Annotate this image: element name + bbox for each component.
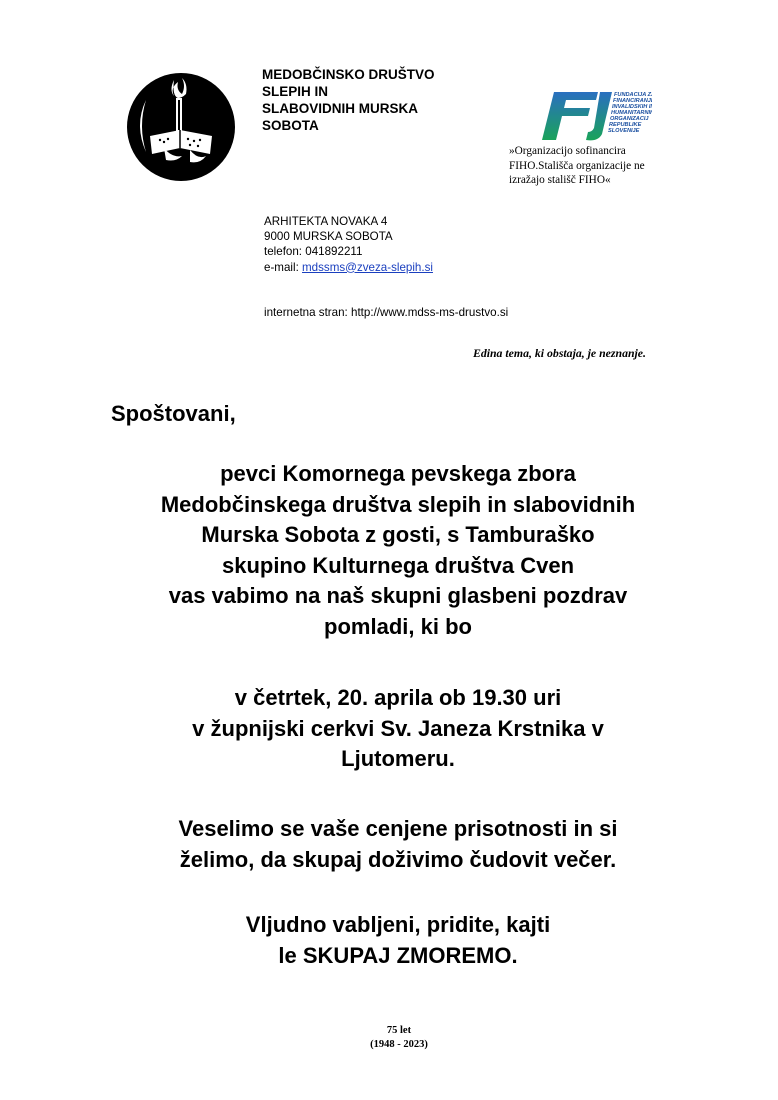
email-line bbox=[264, 260, 564, 275]
paragraph-line: Vljudno vabljeni, pridite, kajti bbox=[245, 912, 551, 937]
org-name-line: MEDOBČINSKO DRUŠTVO bbox=[262, 67, 435, 82]
fiho-logo-text-line: FUNDACIJA ZA bbox=[614, 92, 652, 98]
org-name-line: SOBOTA bbox=[262, 118, 319, 133]
event-details bbox=[60, 683, 736, 775]
society-logo bbox=[124, 70, 238, 182]
fiho-logo-text-line: ORGANIZACIJ bbox=[610, 116, 649, 122]
motto: Edina tema, ki obstaja, je neznanje. bbox=[472, 346, 646, 360]
greeting: Spoštovani, bbox=[111, 401, 236, 426]
invitation-paragraph bbox=[60, 459, 736, 642]
organization-name bbox=[262, 66, 492, 134]
paragraph-line: Murska Sobota z gosti, s Tamburaško bbox=[201, 522, 595, 547]
email-link[interactable]: mdssms@zveza-slepih.si bbox=[302, 260, 433, 274]
paragraph-line: vas vabimo na naš skupni glasbeni pozdrav bbox=[168, 583, 628, 608]
fiho-logo-text-line: REPUBLIKE bbox=[609, 122, 642, 128]
anniversary-footer bbox=[339, 1024, 459, 1052]
org-name-line: SLEPIH IN bbox=[262, 84, 329, 99]
org-name-line: SLABOVIDNIH MURSKA bbox=[262, 101, 419, 116]
paragraph-line: le SKUPAJ ZMOREMO. bbox=[278, 942, 518, 968]
address-block bbox=[264, 214, 564, 275]
fiho-logo-text-line: INVALIDSKIH IN bbox=[612, 104, 652, 110]
paragraph-line: pevci Komornega pevskega zbora bbox=[220, 461, 576, 486]
fiho-logo bbox=[540, 90, 652, 142]
paragraph-line: pomladi, ki bo bbox=[324, 613, 472, 639]
fiho-logo-text-line: FINANCIRANJE bbox=[613, 98, 652, 104]
fiho-disclaimer-line: izražajo stališč FIHO« bbox=[509, 174, 611, 186]
paragraph-line: Veselimo se vaše cenjene prisotnosti in si bbox=[178, 816, 618, 841]
paragraph-line: želimo, da skupaj doživimo čudovit večer. bbox=[179, 846, 617, 872]
event-date: v četrtek, 20. aprila ob 19.30 uri bbox=[234, 685, 562, 710]
event-location: Ljutomeru. bbox=[341, 746, 455, 771]
anniversary-label: 75 let bbox=[386, 1025, 412, 1036]
paragraph-line: skupino Kulturnega društva Cven bbox=[221, 552, 575, 578]
final-invitation bbox=[60, 910, 736, 971]
fiho-disclaimer-line: »Organizacijo sofinancira bbox=[509, 145, 626, 157]
address-street: ARHITEKTA NOVAKA 4 bbox=[264, 215, 388, 228]
phone: telefon: 041892211 bbox=[264, 245, 363, 259]
fiho-logo-text-line: HUMANITARNIH bbox=[611, 110, 652, 116]
closing-paragraph bbox=[60, 814, 736, 875]
paragraph-line: Medobčinskega društva slepih in slabovidnih bbox=[160, 491, 636, 517]
fiho-disclaimer-line: FIHO.Stališča organizacije ne bbox=[509, 159, 645, 172]
address-city: 9000 MURSKA SOBOTA bbox=[264, 230, 393, 244]
anniversary-years: (1948 - 2023) bbox=[370, 1039, 428, 1050]
event-location: v župnijski cerkvi Sv. Janeza Krstnika v bbox=[192, 715, 604, 741]
fiho-logo-text-line: SLOVENIJE bbox=[608, 128, 640, 134]
website: internetna stran: http://www.mdss-ms-drustvo.si bbox=[264, 306, 509, 319]
fiho-disclaimer bbox=[509, 144, 709, 188]
email-label: e-mail: bbox=[264, 260, 303, 274]
